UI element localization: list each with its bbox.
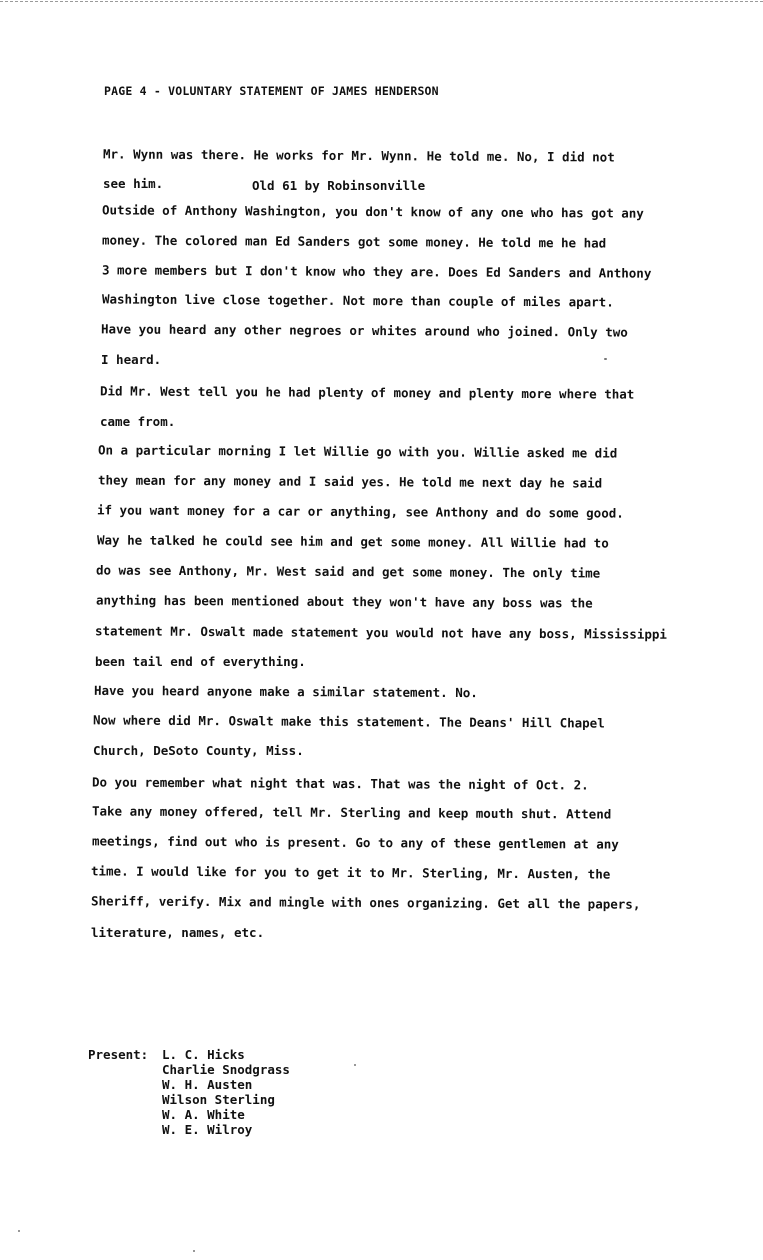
present-name: Charlie Snodgrass <box>162 1062 290 1077</box>
statement-line: Church, DeSoto County, Miss. <box>93 743 304 758</box>
scan-speck <box>354 1064 356 1066</box>
statement-line: Have you heard anyone make a similar statement. No. <box>93 682 478 701</box>
present-name: Wilson Sterling <box>162 1092 275 1107</box>
statement-line: statement Mr. Oswalt made statement you would not have any boss, Mississippi <box>94 623 667 642</box>
present-name: L. C. Hicks <box>162 1047 245 1062</box>
statement-line: Washington live close together. Not more than couple of miles apart. <box>101 291 614 310</box>
scan-speck <box>604 358 607 360</box>
statement-line: Now where did Mr. Oswalt make this statement. The Deans' Hill Chapel <box>92 712 605 731</box>
statement-line: literature, names, etc. <box>91 925 265 940</box>
statement-line: Way he talked he could see him and get some money. All Willie had to <box>96 532 609 551</box>
statement-line: Sheriff, verify. Mix and mingle with ones organizing. Get all the papers, <box>90 893 641 912</box>
statement-line: do was see Anthony, Mr. West said and get some money. The only time <box>95 562 601 581</box>
statement-line: time. I would like for you to get it to Mr. Sterling, Mr. Austen, the <box>90 863 611 882</box>
present-name: W. H. Austen <box>162 1077 253 1092</box>
statement-line: Take any money offered, tell Mr. Sterling and keep mouth shut. Attend <box>91 803 612 822</box>
statement-line: Did Mr. West tell you he had plenty of money and plenty more where that <box>99 383 635 402</box>
statement-line: On a particular morning I let Willie go with you. Willie asked me did <box>97 442 618 461</box>
statement-line: Mr. Wynn was there. He works for Mr. Wynn. He told me. No, I did not <box>102 146 615 165</box>
location-note: Old 61 by Robinsonville <box>252 178 426 193</box>
statement-line: came from. <box>100 414 176 429</box>
statement-line: if you want money for a car or anything, see Anthony and do some good. <box>96 502 624 521</box>
statement-line: 3 more members but I don't know who they are. Does Ed Sanders and Anthony <box>101 262 652 281</box>
top-edge-dashes <box>0 1 763 2</box>
statement-line: they mean for any money and I said yes. He told me next day he said <box>97 472 603 491</box>
statement-line: Outside of Anthony Washington, you don't know of any one who has got any <box>101 202 644 221</box>
statement-line: meetings, find out who is present. Go to any of these gentlemen at any <box>91 833 619 852</box>
present-name: W. E. Wilroy <box>162 1122 253 1137</box>
statement-line: Do you remember what night that was. That was the night of Oct. 2. <box>91 774 589 793</box>
statement-line: been tail end of everything. <box>95 654 306 669</box>
scan-speck <box>18 1230 20 1232</box>
present-label: Present: <box>88 1047 149 1062</box>
statement-line: money. The colored man Ed Sanders got some money. He told me he had <box>101 232 607 251</box>
statement-line: I heard. <box>101 352 162 367</box>
statement-line: anything has been mentioned about they won't have any boss was the <box>95 592 593 611</box>
statement-line: Have you heard any other negroes or whites around who joined. Only two <box>100 321 628 340</box>
scan-speck <box>193 1250 195 1252</box>
page-heading: PAGE 4 - VOLUNTARY STATEMENT OF JAMES HENDERSON <box>104 84 439 98</box>
present-name: W. A. White <box>162 1107 245 1122</box>
statement-line: see him. <box>103 176 164 191</box>
